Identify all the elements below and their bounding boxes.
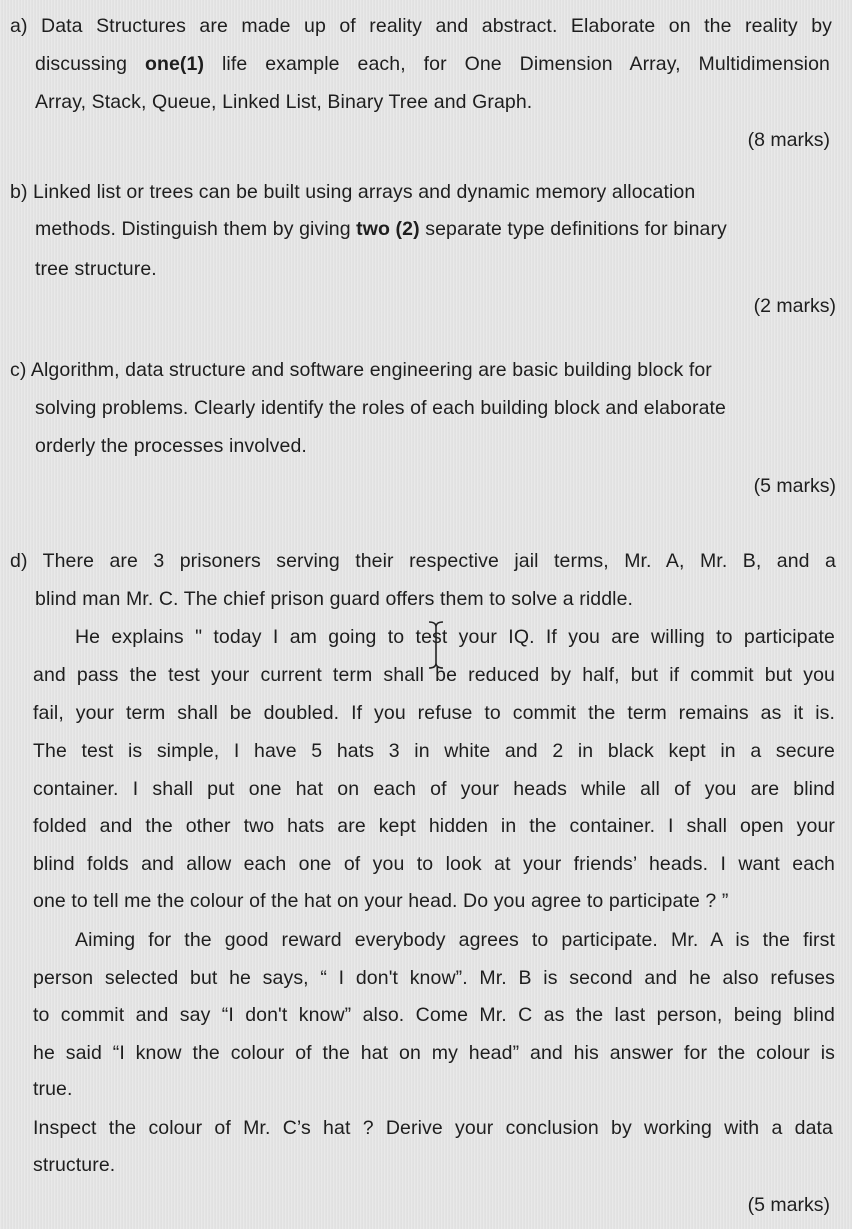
question-b-line-3: tree structure. xyxy=(35,258,157,280)
question-c-line-2: solving problems. Clearly identify the roles of each building block and elaborate xyxy=(35,397,726,419)
question-d-line-6: The test is simple, I have 5 hats 3 in white and 2 in black kept in a secure xyxy=(33,740,835,762)
question-d-line-5: fail, your term shall be doubled. If you refuse to commit the term remains as it is. xyxy=(33,702,835,724)
question-c-marks: (5 marks) xyxy=(753,475,836,497)
question-d-line-8: folded and the other two hats are kept hidden in the container. I shall open your xyxy=(33,815,835,837)
question-a-line-3: Array, Stack, Queue, Linked List, Binary Tree and Graph. xyxy=(35,91,533,113)
question-d-line-13: to commit and say “I don't know” also. Come Mr. C as the last person, being blind xyxy=(33,1004,835,1026)
question-a-line-2-pre: discussing xyxy=(35,53,145,75)
question-a-emphasis: one(1) xyxy=(144,53,205,75)
question-d-line-16: Inspect the colour of Mr. C’s hat ? Derive your conclusion by working with a data xyxy=(33,1117,833,1139)
question-d-line-1: d) There are 3 prisoners serving their respective jail terms, Mr. A, Mr. B, and a xyxy=(10,550,836,572)
question-d-line-10: one to tell me the colour of the hat on your head. Do you agree to participate ? ” xyxy=(33,890,729,912)
question-d-line-4: and pass the test your current term shall be reduced by half, but if commit but you xyxy=(33,664,835,686)
question-d-line-9: blind folds and allow each one of you to look at your friends’ heads. I want each xyxy=(33,853,835,875)
question-d-line-3: He explains " today I am going to test your IQ. If you are willing to participate xyxy=(75,626,835,648)
question-d-line-11: Aiming for the good reward everybody agrees to participate. Mr. A is the first xyxy=(75,929,835,951)
question-b-line-2-post: separate type definitions for binary xyxy=(419,218,727,240)
question-d-marks: (5 marks) xyxy=(747,1194,830,1216)
question-b-emphasis: two (2) xyxy=(356,218,420,240)
question-b-line-2 xyxy=(35,217,727,241)
question-d-line-12: person selected but he says, “ I don't know”. Mr. B is second and he also refuses xyxy=(33,967,835,989)
question-d-line-14: he said “I know the colour of the hat on my head” and his answer for the colour is xyxy=(33,1042,835,1064)
question-d-line-17: structure. xyxy=(33,1154,116,1176)
question-d-line-2: blind man Mr. C. The chief prison guard offers them to solve a riddle. xyxy=(35,588,634,610)
question-d-line-15: true. xyxy=(33,1078,73,1100)
question-a-line-1: a) Data Structures are made up of reality and abstract. Elaborate on the reality by xyxy=(10,15,832,37)
question-b-line-2-pre: methods. Distinguish them by giving xyxy=(35,218,357,240)
question-c-line-1: c) Algorithm, data structure and software engineering are basic building block for xyxy=(10,359,712,381)
question-a-marks: (8 marks) xyxy=(747,129,830,151)
question-b-marks: (2 marks) xyxy=(753,295,836,317)
question-d-line-7: container. I shall put one hat on each of your heads while all of you are blind xyxy=(33,778,835,800)
question-c-line-3: orderly the processes involved. xyxy=(35,435,307,457)
question-a-line-2 xyxy=(35,52,830,76)
text-cursor-icon xyxy=(426,620,446,670)
question-a-line-2-post: life example each, for One Dimension Array, Multidimension xyxy=(204,53,830,75)
question-b-line-1: b) Linked list or trees can be built using arrays and dynamic memory allocation xyxy=(10,181,696,203)
